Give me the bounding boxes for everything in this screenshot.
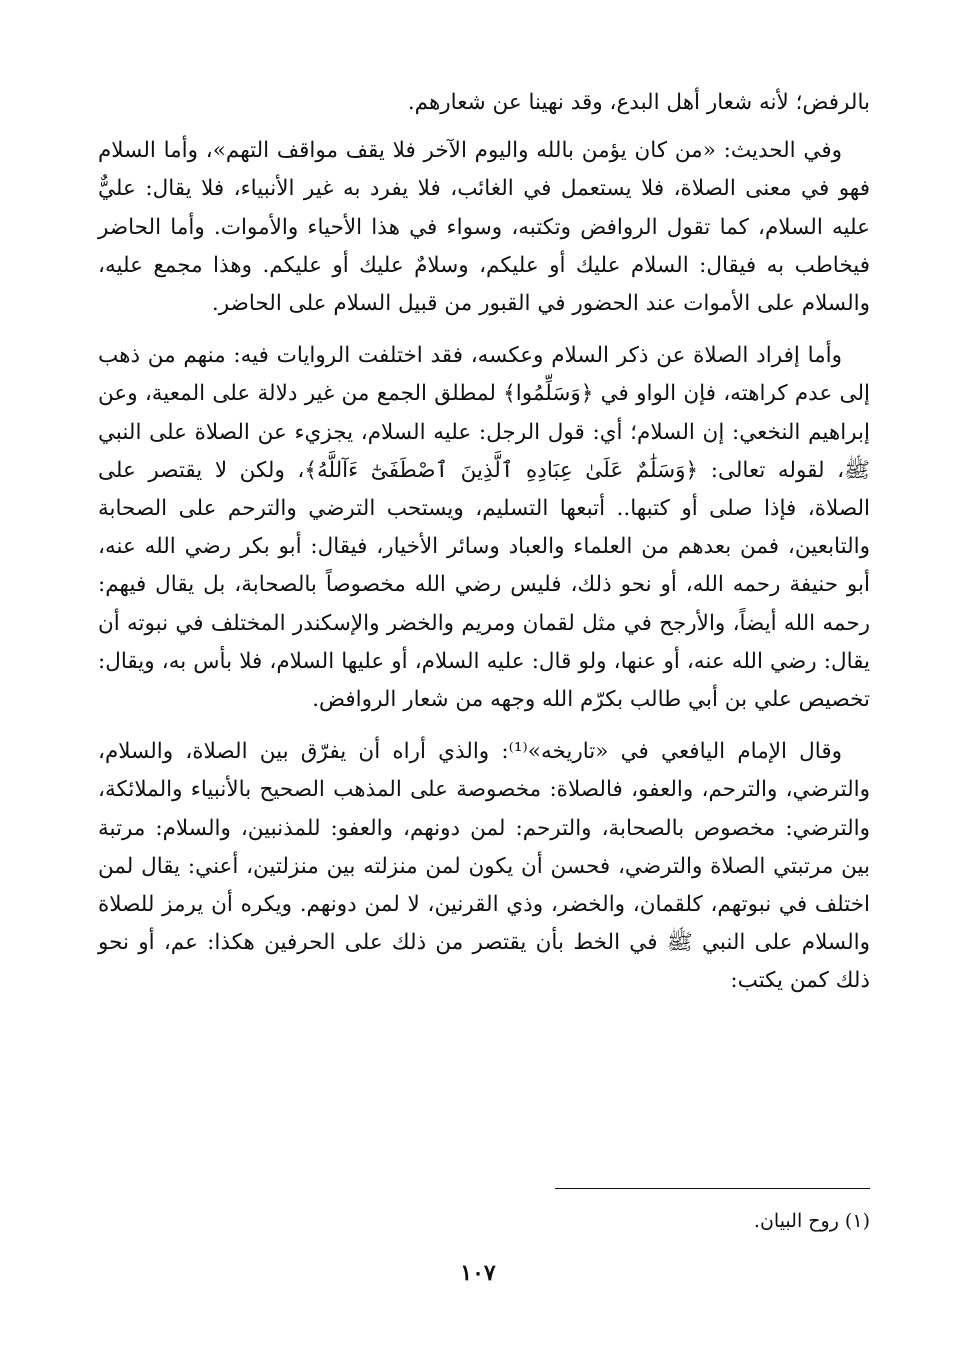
paragraph-4: وقال الإمام اليافعي في «تاريخه»⁽¹⁾: والذي أراه أن يفرّق بين الصلاة، والسلام، والترضي، والترحم، والعفو، فالصلاة: مخصوصة على المذهب الصحيح بالأنبياء والملائكة، والترضي: مخصوص بالصحابة، والترحم: لمن دونهم، والعفو: للمذنبين، والسلام: مرتبة بين مرتبتي الصلاة والترضي، فحسن أن يكون لمن منزلته بين منزلتين، أعني: يقال لمن اختلف في نبوتهم، كلقمان، والخضر، وذي القرنين، لا لمن دونهم. ويكره أن يرمز للصلاة والسلام على النبي ﷺ في الخط بأن يقتصر من ذلك على الحرفين هكذا: عم، أو نحو ذلك كمن يكتب:: [98, 739, 870, 994]
paragraph-1: بالرفض؛ لأنه شعار أهل البدع، وقد نهينا عن شعارهم.: [407, 90, 870, 115]
paragraph-2: وفي الحديث: «من كان يؤمن بالله واليوم الآخر فلا يقف مواقف التهم»، وأما السلام فهو في معنى الصلاة، فلا يستعمل في الغائب، فلا يفرد به غير الأنبياء، فلا يقال: عليٌّ عليه السلام، كما تقول الروافض وتكتبه، وسواء في هذا الأحياء والأموات. وأما الحاضر فيخاطب به فيقال: السلام عليك أو عليكم، وسلامٌ عليك أو عليكم. وهذا مجمع عليه، والسلام على الأموات عند الحضور في القبور من قبيل السلام على الحاضر.: [98, 138, 870, 317]
page-number: ١٠٧: [460, 1260, 496, 1286]
footnote: (١) روح البيان.: [753, 1210, 870, 1232]
footnote-separator: [555, 1188, 870, 1189]
paragraph-3: وأما إفراد الصلاة عن ذكر السلام وعكسه، فقد اختلفت الروايات فيه: منهم من ذهب إلى عدم كراهته، فإن الواو في ﴿وَسَلِّمُوا﴾ لمطلق الجمع من غير دلالة على المعية، وعن إبراهيم النخعي: إن السلام؛ أي: قول الرجل: عليه السلام، يجزيء عن الصلاة على النبي ﷺ، لقوله تعالى: ﴿وَسَلَٰمٌ عَلَىٰ عِبَادِهِ ٱلَّذِينَ ٱصْطَفَىٰٓ ءَآللَّهُ﴾، ولكن لا يقتصر على الصلاة، فإذا صلى أو كتبها.. أتبعها التسليم، ويستحب الترضي والترحم على الصحابة والتابعين، فمن بعدهم من العلماء والعباد وسائر الأخيار، فيقال: أبو بكر رضي الله عنه، أبو حنيفة رحمه الله، أو نحو ذلك، فليس رضي الله مخصوصاً بالصحابة، بل يقال فيهم: رحمه الله أيضاً، والأرجح في مثل لقمان ومريم والخضر والإسكندر المختلف في نبوته أن يقال: رضي الله عنه، أو عنها، ولو قال: عليه السلام، أو عليها السلام، فلا بأس به، ويقال: تخصيص علي بن أبي طالب بكرّم الله وجهه من شعار الروافض.: [98, 343, 870, 713]
page-body: [98, 84, 870, 1015]
